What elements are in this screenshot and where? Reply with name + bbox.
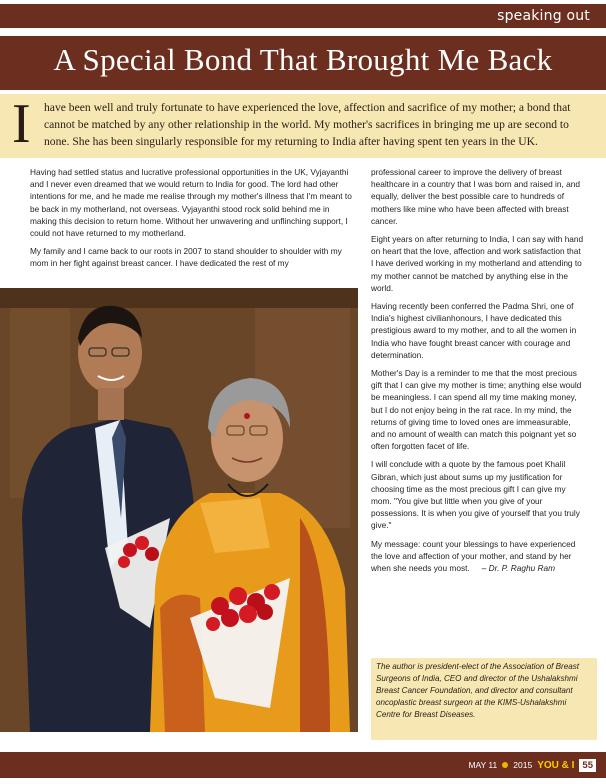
body-paragraph: Mother's Day is a reminder to me that the most precious gift that I can give my mother is time; anything else would be meaningless. I can spend all my time making money, but I do not enjoy being in the rat race. In my mind, the returns of giving time to loved ones are immeasurable, and no amount of wealth can match this poignant yet so often forgotten facet of life. — [371, 368, 582, 452]
intro-text: have been well and truly fortunate to have experienced the love, affection and sacrifice of my mother; a bond that cannot be matched by any other relationship in the world. My mother's sacrifices in bringing me up are second to none. She has been singularly responsible for my returning to India after having spent ten years in the UK. — [44, 101, 571, 148]
article-title: A Special Bond That Brought Me Back — [53, 42, 553, 77]
intro-deck — [0, 94, 606, 158]
author-bio: The author is president-elect of the Association of Breast Surgeons of India, CEO and director of the Ushalakshmi Breast Cancer Foundation, and director and consultant oncoplastic breast surgeon at the KIMS-Ushalakshmi Centre for Breast Diseases. — [376, 662, 580, 719]
photo-illustration — [0, 288, 358, 732]
closing-paragraph — [371, 538, 584, 575]
closing-text: My message: count your blessings to have experienced the love and affection of your mother, and stand by her when she needs you most. — [371, 538, 576, 574]
body-paragraph: My family and I came back to our roots in 2007 to stand shoulder to shoulder with my mom in her fight against breast cancer. I have dedicated the rest of my — [30, 246, 342, 269]
body-paragraph: Having recently been conferred the Padma Shri, one of India's highest civilianhonours, I have dedicated this prestigious award to my mother, and to all the women in India who have fought breast cancer with courage and determination. — [371, 301, 577, 360]
body-paragraph: I will conclude with a quote by the famous poet Khalil Gibran, which just about sums up my justification for choosing time as the most precious gift I can give my mom. "You give but little when you give of your possessions. It is when you give of yourself that you truly give." — [371, 459, 580, 531]
section-label: speaking out — [497, 8, 590, 24]
author-bio-box — [371, 658, 597, 740]
body-paragraph: professional career to improve the delivery of breast healthcare in a country that I was born and raised in, and equally, deliver the best possible care to hundreds of mothers like mine who have been affected with breast cancer. — [371, 167, 580, 226]
author-signature: – Dr. P. Raghu Ram — [481, 563, 556, 574]
article-photo — [0, 288, 358, 732]
issue-date: MAY 11 — [468, 760, 498, 770]
title-band — [0, 36, 606, 90]
body-paragraph: Having had settled status and lucrative professional opportunities in the UK, Vyjayanthi and I never even dreamed that we would return to India for good. The lord had other intentions for me, and he made me realise through my mother's illness that I'm meant to be back in my motherland, not overseas. Vyjayanthi stood rock solid behind me in making this decision to return home. Without her unwavering and unflinching support, I could not have returned to my motherland. — [30, 167, 352, 239]
page-number: 55 — [579, 759, 596, 772]
magazine-name: YOU & I — [537, 759, 575, 771]
folio — [468, 757, 596, 773]
drop-cap: I — [12, 93, 31, 155]
issue-year: 2015 — [513, 760, 533, 770]
right-column — [371, 166, 584, 580]
body-paragraph: Eight years on after returning to India, I can say with hand on heart that the love, affection and work satisfaction that I have derived working in my motherland and attending to my mother cannot be matched by anything else in the world. — [371, 234, 584, 293]
bullet-icon — [502, 762, 508, 768]
left-column — [30, 166, 354, 276]
